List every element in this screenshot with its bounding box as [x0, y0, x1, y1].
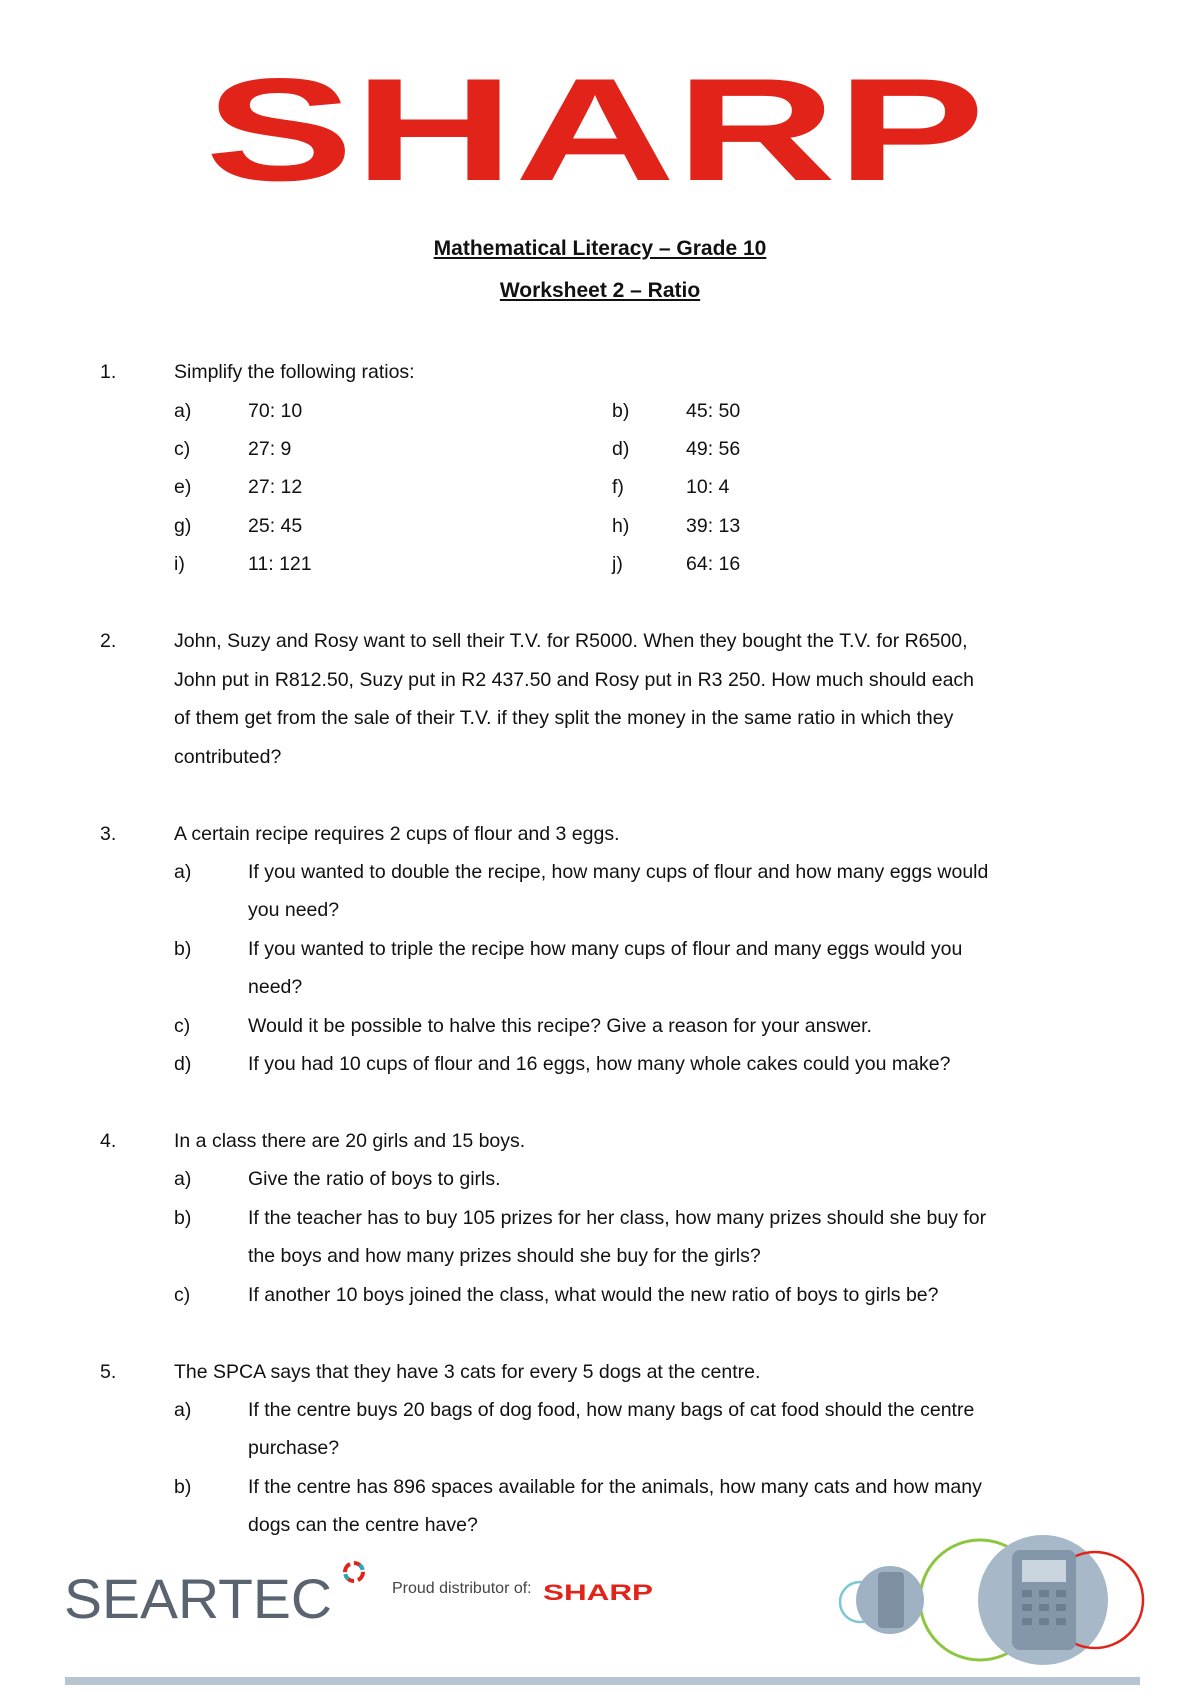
ratio-row — [0, 545, 1200, 583]
question-text: Simplify the following ratios: — [174, 361, 415, 383]
sub-question-line: If you wanted to double the recipe, how many cups of flour and how many eggs would — [248, 861, 989, 883]
question-number: 3. — [100, 823, 117, 845]
calculator-circles-graphic — [830, 1530, 1150, 1670]
sub-question — [0, 930, 1200, 1010]
item-label: j) — [612, 553, 623, 575]
ratio-value: 45: 50 — [686, 400, 741, 422]
seartec-logo-text: SEARTEC — [64, 1567, 332, 1628]
seartec-mark-icon — [345, 1563, 363, 1581]
seartec-logo — [64, 1558, 384, 1628]
item-label: b) — [174, 938, 192, 960]
question-number: 5. — [100, 1361, 117, 1383]
item-label: c) — [174, 438, 191, 460]
sub-question-line: If you wanted to triple the recipe how many cups of flour and many eggs would you — [248, 938, 963, 960]
ratio-row — [0, 392, 1200, 430]
item-label: c) — [174, 1284, 191, 1306]
worksheet-subject-title: Mathematical Literacy – Grade 10 — [433, 237, 767, 260]
question-line: John put in R812.50, Suzy put in R2 437.50 and Rosy put in R3 250. How much should each — [174, 669, 975, 691]
item-label: a) — [174, 1168, 192, 1190]
item-label: b) — [174, 1207, 192, 1229]
sub-question-line: If the centre has 896 spaces available for the animals, how many cats and how many — [248, 1476, 982, 1498]
item-label: g) — [174, 515, 192, 537]
item-label: b) — [612, 400, 630, 422]
item-label: i) — [174, 553, 185, 575]
sub-question — [0, 1199, 1200, 1279]
sharp-logo-text: SHARP — [205, 72, 985, 192]
footer-rule — [65, 1677, 1140, 1685]
worksheet-title: Worksheet 2 – Ratio — [499, 279, 701, 302]
item-label: b) — [174, 1476, 192, 1498]
sub-question-line: If you had 10 cups of flour and 16 eggs, how many whole cakes could you make? — [248, 1053, 951, 1075]
question-text: A certain recipe requires 2 cups of flour and 3 eggs. — [174, 823, 620, 845]
ratio-value: 39: 13 — [686, 515, 741, 537]
question-line: of them get from the sale of their T.V. if they split the money in the same ratio in which they — [174, 707, 954, 729]
sub-question-line: dogs can the centre have? — [248, 1514, 478, 1536]
ratio-row — [0, 468, 1200, 506]
question-number: 4. — [100, 1130, 117, 1152]
question-2 — [0, 622, 1200, 782]
ratio-value: 11: 121 — [248, 553, 312, 575]
ratio-row — [0, 507, 1200, 545]
item-label: h) — [612, 515, 630, 537]
ratio-value: 27: 9 — [248, 438, 292, 460]
sub-question-line: you need? — [248, 899, 340, 921]
sub-question-line: the boys and how many prizes should she buy for the girls? — [248, 1245, 761, 1267]
sub-question — [0, 853, 1200, 933]
item-label: f) — [612, 476, 624, 498]
question-number: 2. — [100, 630, 117, 652]
sub-question-line: If the centre buys 20 bags of dog food, how many bags of cat food should the centre — [248, 1399, 975, 1421]
ratio-value: 27: 12 — [248, 476, 303, 498]
sharp-small-logo-text: SHARP — [543, 1580, 653, 1603]
sub-question — [0, 1391, 1200, 1471]
proud-distributor-text: Proud distributor of: — [392, 1580, 532, 1597]
item-label: d) — [612, 438, 630, 460]
question-text: In a class there are 20 girls and 15 boys. — [174, 1130, 526, 1152]
sub-question-line: Would it be possible to halve this recipe? Give a reason for your answer. — [248, 1015, 872, 1037]
question-line: John, Suzy and Rosy want to sell their T.V. for R5000. When they bought the T.V. for R6500, — [174, 630, 968, 652]
item-label: a) — [174, 400, 192, 422]
item-label: d) — [174, 1053, 192, 1075]
ratio-row — [0, 430, 1200, 468]
item-label: c) — [174, 1015, 191, 1037]
ratio-value: 10: 4 — [686, 476, 730, 498]
question-line: contributed? — [174, 746, 282, 768]
sharp-small-logo — [543, 1579, 653, 1603]
question-text: The SPCA says that they have 3 cats for every 5 dogs at the centre. — [174, 1361, 761, 1383]
sub-question-line: purchase? — [248, 1437, 340, 1459]
ratio-value: 25: 45 — [248, 515, 303, 537]
sub-question — [0, 1276, 1200, 1316]
sub-question — [0, 1045, 1200, 1085]
item-label: e) — [174, 476, 192, 498]
sub-question — [0, 1007, 1200, 1047]
sub-question-line: If the teacher has to buy 105 prizes for her class, how many prizes should she buy for — [248, 1207, 987, 1229]
ratio-value: 70: 10 — [248, 400, 303, 422]
sub-question-line: Give the ratio of boys to girls. — [248, 1168, 501, 1190]
item-label: a) — [174, 1399, 192, 1421]
sub-question-line: If another 10 boys joined the class, what would the new ratio of boys to girls be? — [248, 1284, 939, 1306]
item-label: a) — [174, 861, 192, 883]
ratio-value: 64: 16 — [686, 553, 741, 575]
sub-question — [0, 1160, 1200, 1200]
sharp-logo — [205, 72, 985, 192]
sub-question-line: need? — [248, 976, 303, 998]
ratio-value: 49: 56 — [686, 438, 741, 460]
question-number: 1. — [100, 361, 117, 383]
